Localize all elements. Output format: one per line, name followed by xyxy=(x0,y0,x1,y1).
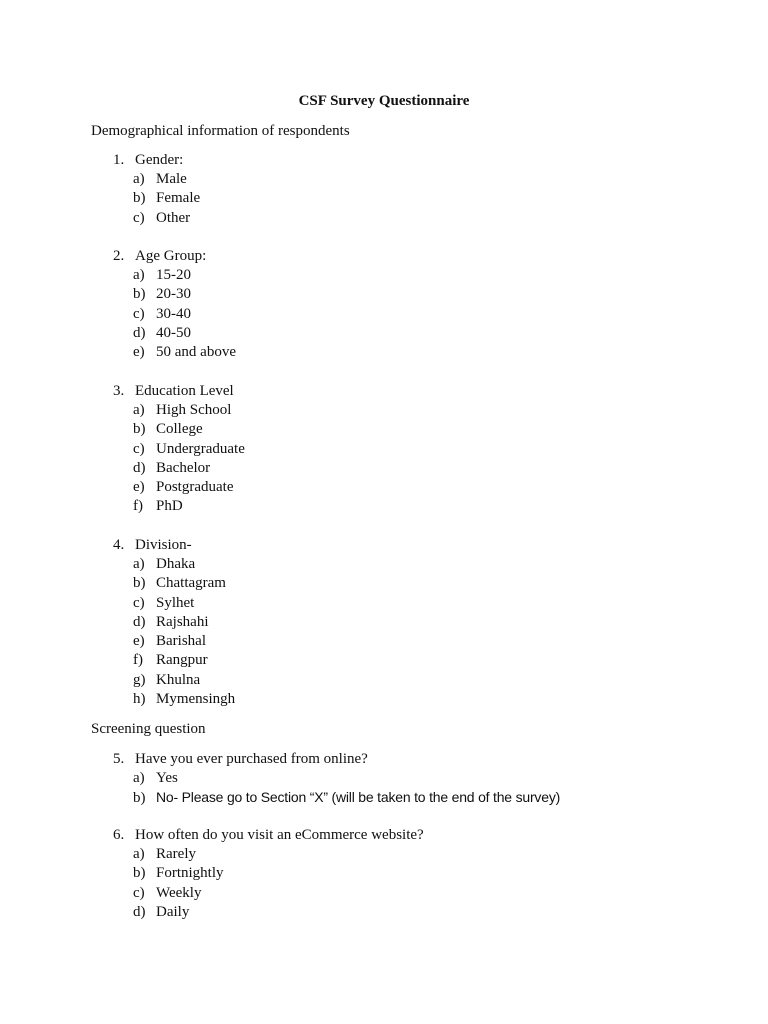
option-item xyxy=(113,189,200,208)
option-text: Barishal xyxy=(156,633,206,650)
option-item xyxy=(113,285,236,304)
option-item xyxy=(113,555,235,574)
option-letter: g) xyxy=(133,671,146,688)
option-text: Bachelor xyxy=(156,459,211,476)
option-letter: d) xyxy=(133,324,146,341)
question-text: Division- xyxy=(135,537,192,553)
option-text: 40-50 xyxy=(156,324,191,341)
option-letter: d) xyxy=(133,903,146,920)
section-heading-demographic: Demographical information of respondents xyxy=(91,123,350,139)
option-item xyxy=(113,170,200,189)
option-letter: b) xyxy=(133,421,146,438)
option-item xyxy=(113,305,236,324)
option-item xyxy=(113,788,560,807)
option-text: Khulna xyxy=(156,671,201,688)
option-item xyxy=(113,903,424,922)
question-education-level xyxy=(113,382,245,517)
option-item xyxy=(113,594,235,613)
option-item xyxy=(113,632,235,651)
question-online-purchase xyxy=(113,750,560,808)
question-number: 2. xyxy=(113,248,125,264)
option-text: Chattagram xyxy=(156,575,226,592)
option-text: PhD xyxy=(156,498,183,515)
option-letter: c) xyxy=(133,594,145,611)
option-item xyxy=(113,613,235,632)
option-item xyxy=(113,671,235,690)
option-text: No- Please go to Section “X” (will be taken to the end of the survey) xyxy=(156,789,561,806)
option-text: Daily xyxy=(156,903,190,920)
option-letter: a) xyxy=(133,846,145,862)
option-letter: c) xyxy=(133,884,145,901)
option-letter: b) xyxy=(133,190,146,207)
question-number: 3. xyxy=(113,383,125,399)
option-text: Dhaka xyxy=(156,556,196,572)
option-letter: d) xyxy=(133,459,146,476)
option-text: 50 and above xyxy=(156,344,236,361)
option-letter: c) xyxy=(133,305,145,322)
option-item xyxy=(113,478,245,497)
option-letter: f) xyxy=(133,652,143,669)
option-letter: a) xyxy=(133,770,145,786)
question-text: Gender: xyxy=(135,152,184,168)
option-text: 30-40 xyxy=(156,305,191,322)
option-letter: e) xyxy=(133,344,145,361)
option-item xyxy=(113,769,560,788)
option-letter: a) xyxy=(133,267,145,283)
option-item xyxy=(113,440,245,459)
option-item xyxy=(113,864,424,883)
option-text: Sylhet xyxy=(156,594,195,611)
option-letter: c) xyxy=(133,209,145,226)
option-item xyxy=(113,690,235,709)
question-number: 6. xyxy=(113,827,125,843)
option-text: Yes xyxy=(156,770,178,786)
question-text: Age Group: xyxy=(135,248,207,264)
option-text: Other xyxy=(156,209,191,226)
option-item xyxy=(113,209,200,228)
option-letter: d) xyxy=(133,613,146,630)
option-item xyxy=(113,343,236,362)
option-letter: b) xyxy=(133,865,146,882)
question-text: Have you ever purchased from online? xyxy=(135,751,368,767)
option-letter: e) xyxy=(133,633,145,650)
option-item xyxy=(113,401,245,420)
option-letter: f) xyxy=(133,498,143,515)
option-text: Rangpur xyxy=(156,652,208,669)
question-number: 5. xyxy=(113,751,125,767)
option-letter: a) xyxy=(133,556,145,572)
option-item xyxy=(113,459,245,478)
question-gender xyxy=(113,151,200,228)
option-text: Mymensingh xyxy=(156,691,236,708)
option-letter: b) xyxy=(133,286,146,303)
option-text: Rajshahi xyxy=(156,613,209,630)
option-text: 20-30 xyxy=(156,286,191,303)
option-letter: c) xyxy=(133,440,145,457)
option-letter: h) xyxy=(133,691,146,708)
option-letter: b) xyxy=(133,790,146,807)
option-text: Rarely xyxy=(156,846,196,862)
option-text: Weekly xyxy=(156,884,202,901)
question-age-group xyxy=(113,247,236,362)
question-number: 4. xyxy=(113,537,125,553)
option-text: High School xyxy=(156,402,232,418)
option-letter: e) xyxy=(133,479,145,496)
option-item xyxy=(113,324,236,343)
option-letter: a) xyxy=(133,171,145,187)
question-number: 1. xyxy=(113,152,125,168)
option-item xyxy=(113,420,245,439)
option-text: College xyxy=(156,421,203,438)
question-visit-frequency xyxy=(113,826,424,922)
option-item xyxy=(113,266,236,285)
question-text: Education Level xyxy=(135,383,234,399)
section-heading-screening: Screening question xyxy=(91,721,206,737)
option-item xyxy=(113,845,424,864)
option-letter: b) xyxy=(133,575,146,592)
option-text: Fortnightly xyxy=(156,865,224,882)
option-item xyxy=(113,497,245,516)
option-text: Female xyxy=(156,190,201,207)
question-text: How often do you visit an eCommerce website? xyxy=(135,827,424,843)
option-item xyxy=(113,651,235,670)
option-item xyxy=(113,574,235,593)
option-text: Postgraduate xyxy=(156,479,234,496)
option-text: Undergraduate xyxy=(156,440,245,457)
option-text: 15-20 xyxy=(156,267,191,283)
option-item xyxy=(113,884,424,903)
document-title: CSF Survey Questionnaire xyxy=(298,93,470,109)
option-text: Male xyxy=(156,171,187,187)
question-division xyxy=(113,536,235,709)
option-letter: a) xyxy=(133,402,145,418)
